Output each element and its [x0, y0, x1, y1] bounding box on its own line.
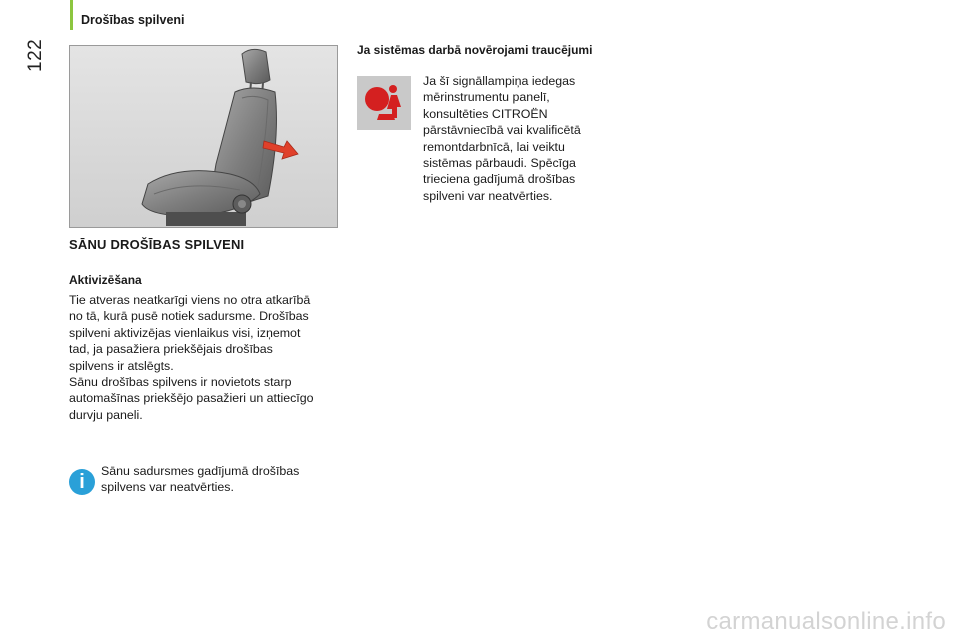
warning-line: trieciena gadījumā drošības — [423, 172, 576, 187]
body-line: no tā, kurā pusē notiek sadursme. Drošības — [69, 309, 309, 324]
warning-line: Ja šī signāllampiņa iedegas — [423, 74, 576, 88]
body-line: Sānu drošības spilvens ir novietots starp — [69, 375, 292, 390]
page-number: 122 — [25, 38, 46, 72]
malfunction-title: Ja sistēmas darbā novērojami traucējumi — [357, 43, 593, 57]
warning-line: sistēmas pārbaudi. Spēcīga — [423, 156, 576, 171]
body-line: Tie atveras neatkarīgi viens no otra atkarībā — [69, 293, 311, 307]
body-line: durvju paneli. — [69, 407, 143, 422]
section-title: SĀNU DROŠĪBAS SPILVENI — [69, 237, 245, 252]
body-line: tad, ja pasažiera priekšējais drošības — [69, 342, 273, 357]
body-line: automašīnas priekšējo pasažieri un attiecīgo — [69, 391, 314, 406]
warning-text — [423, 73, 623, 204]
body-paragraph — [69, 292, 354, 423]
warning-line: konsultēties CITROËN — [423, 106, 548, 121]
header-accent-bar — [70, 0, 73, 30]
warning-line: mērinstrumentu panelī, — [423, 90, 550, 105]
warning-line: remontdarbnīcā, lai veiktu — [423, 139, 565, 154]
warning-line: pārstāvniecībā vai kvalificētā — [423, 123, 581, 138]
info-icon-glyph: i — [79, 471, 85, 493]
watermark: carmanualsonline.info — [706, 608, 946, 635]
seat-illustration — [69, 45, 338, 228]
page-header-title: Drošības spilveni — [81, 13, 185, 27]
info-note — [69, 463, 359, 503]
info-note-line: spilvens var neatvērties. — [101, 480, 234, 495]
subsection-title: Aktivizēšana — [69, 273, 142, 287]
info-icon — [69, 469, 95, 495]
info-note-line: Sānu sadursmes gadījumā drošības — [101, 464, 300, 478]
body-line: spilveni aktivizējas vienlaikus visi, izņemot — [69, 325, 301, 340]
warning-line: spilveni var neatvērties. — [423, 188, 553, 203]
body-line: spilvens ir atslēgts. — [69, 358, 174, 373]
airbag-warning-icon — [357, 76, 411, 130]
info-note-text — [101, 463, 351, 496]
